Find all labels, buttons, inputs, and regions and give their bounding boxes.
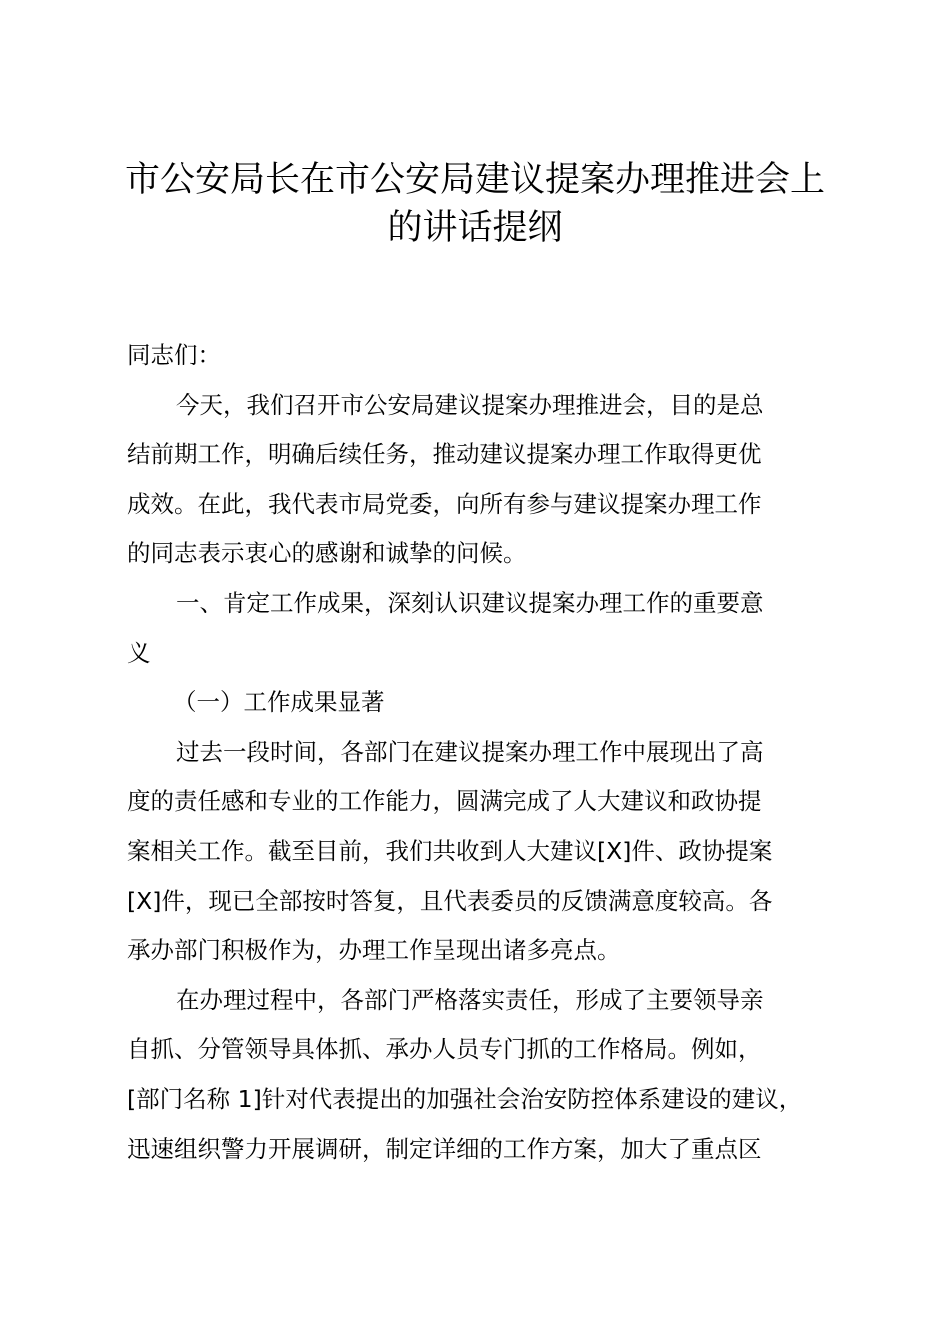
paragraph-line: 成效。在此，我代表市局党委，向所有参与建议提案办理工作 [127, 489, 762, 518]
paragraph-results [127, 728, 833, 976]
paragraph-line: 结前期工作，明确后续任务，推动建议提案办理工作取得更优 [127, 440, 762, 469]
paragraph-process [127, 976, 833, 1174]
paragraph-line: [部门名称 1]针对代表提出的加强社会治安防控体系建设的建议， [127, 1084, 803, 1113]
paragraph-opening [127, 381, 833, 579]
paragraph-line: 自抓、分管领导具体抓、承办人员专门抓的工作格局。例如， [127, 1035, 762, 1064]
salutation: 同志们： [127, 341, 221, 369]
heading-line: 义 [127, 638, 151, 667]
document-title [110, 156, 840, 252]
title-line: 市公安局长在市公安局建议提案办理推进会上 [124, 160, 825, 200]
paragraph-line: 案相关工作。截至目前，我们共收到人大建议[X]件、政协提案 [127, 836, 773, 865]
paragraph-line: 度的责任感和专业的工作能力，圆满完成了人大建议和政协提 [127, 787, 762, 816]
document-body [127, 331, 833, 1174]
heading-line: 一、肯定工作成果，深刻认识建议提案办理工作的重要意 [176, 588, 764, 617]
section-heading-1 [127, 579, 833, 678]
paragraph-line: 迅速组织警力开展调研，制定详细的工作方案，加大了重点区 [127, 1134, 762, 1163]
title-line: 的讲话提纲 [387, 208, 563, 248]
paragraph-line: 今天，我们召开市公安局建议提案办理推进会，目的是总 [176, 390, 764, 419]
paragraph-line: 在办理过程中，各部门严格落实责任，形成了主要领导亲 [176, 985, 764, 1014]
paragraph-line: 过去一段时间，各部门在建议提案办理工作中展现出了高 [176, 737, 764, 766]
paragraph-line: 承办部门积极作为，办理工作呈现出诸多亮点。 [127, 936, 621, 965]
paragraph-line: [X]件，现已全部按时答复，且代表委员的反馈满意度较高。各 [127, 886, 773, 915]
subheading-line: （一）工作成果显著 [173, 688, 385, 717]
subsection-heading-1-1 [127, 678, 833, 728]
paragraph-line: 的同志表示衷心的感谢和诚挚的问候。 [127, 539, 527, 568]
